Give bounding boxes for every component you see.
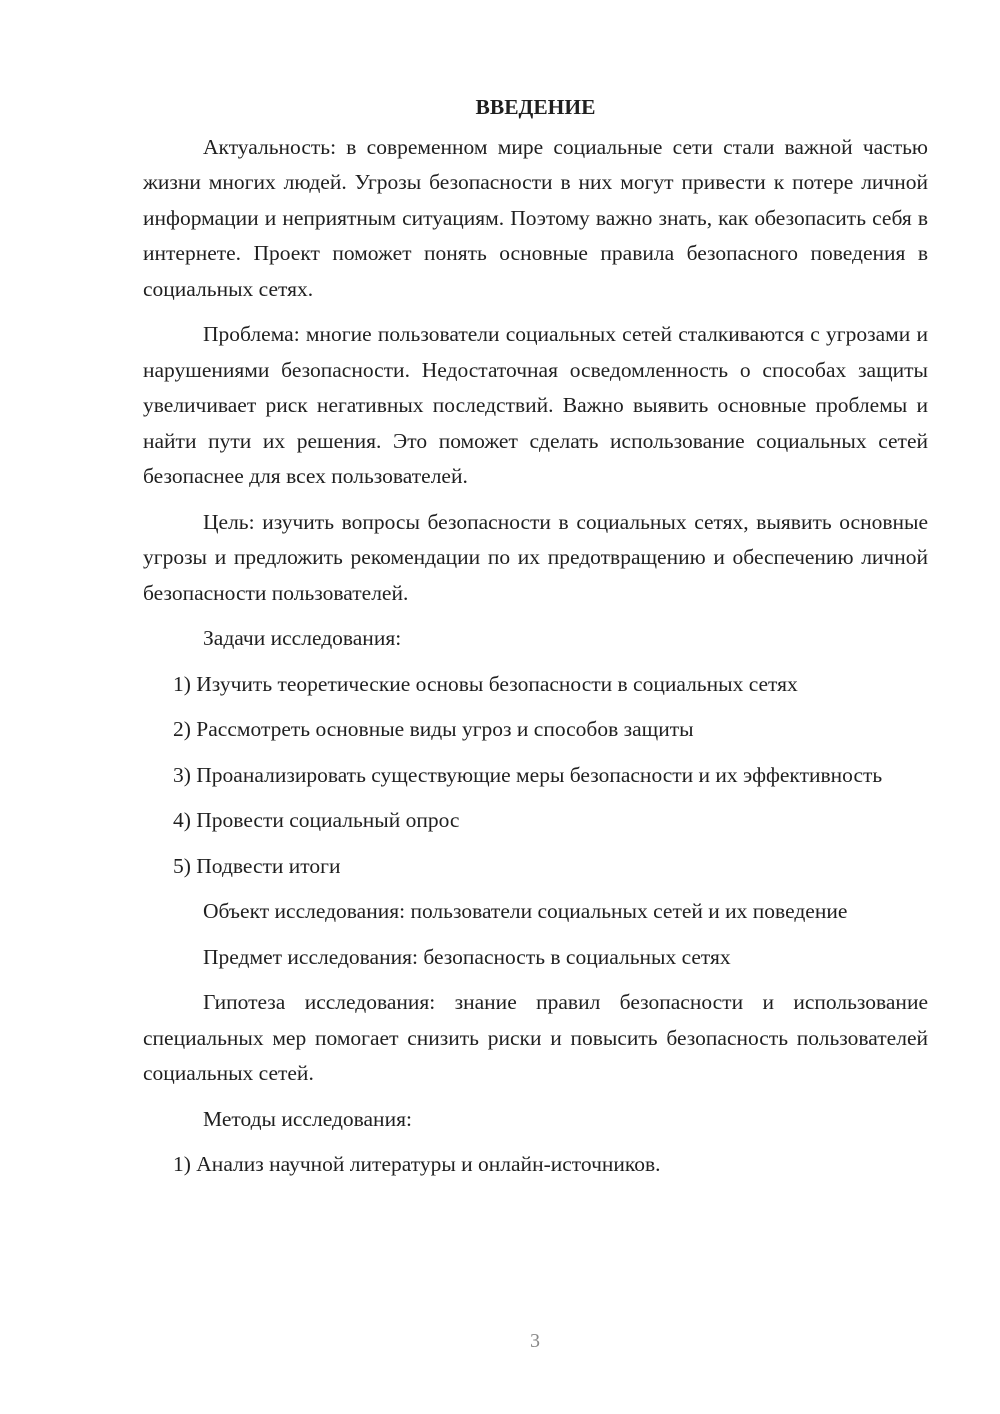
task-item-3: 3) Проанализировать существующие меры безопасности и их эффективность: [173, 762, 883, 787]
page-content: [143, 90, 928, 1193]
task-item-4: 4) Провести социальный опрос: [173, 808, 460, 832]
task-item-1: 1) Изучить теоретические основы безопасности в социальных сетях: [173, 671, 798, 696]
paragraph-hypothesis: Гипотеза исследования: знание правил безопасности и использование специальных мер помогает снизить риски и повысить безопасность пользователей социальных сетей.: [143, 990, 928, 1085]
method-item-1: 1) Анализ научной литературы и онлайн-источников.: [173, 1152, 661, 1176]
methods-heading: Методы исследования:: [203, 1106, 412, 1131]
paragraph-goal: Цель: изучить вопросы безопасности в социальных сетях, выявить основные угрозы и предложить рекомендации по их предотвращению и обеспечению личной безопасности пользователей.: [143, 509, 928, 605]
paragraph-object: Объект исследования: пользователи социальных сетей и их поведение: [203, 899, 848, 923]
page-number: 3: [530, 1330, 540, 1352]
paragraph-subject: Предмет исследования: безопасность в социальных сетях: [203, 944, 731, 969]
paragraph-problem: Проблема: многие пользователи социальных сетей сталкиваются с угрозами и нарушениями безопасности. Недостаточная осведомленность о способах защиты увеличивает риск негативных последствий. Важно выявить основные проблемы и найти пути их решения. Это поможет сделать использование социальных сетей безопаснее для всех пользователей.: [143, 322, 928, 488]
tasks-heading: Задачи исследования:: [203, 626, 402, 650]
page-title: ВВЕДЕНИЕ: [475, 95, 596, 119]
task-item-5: 5) Подвести итоги: [173, 853, 341, 878]
task-item-2: 2) Рассмотреть основные виды угроз и способов защиты: [173, 717, 694, 741]
paragraph-relevance: Актуальность: в современном мире социальные сети стали важной частью жизни многих людей. Угрозы безопасности в них могут привести к потере личной информации и неприятным ситуациям. Поэтому важно знать, как обезопасить себя в интернете. Проект поможет понять основные правила безопасного поведения в социальных сетях.: [143, 134, 928, 301]
